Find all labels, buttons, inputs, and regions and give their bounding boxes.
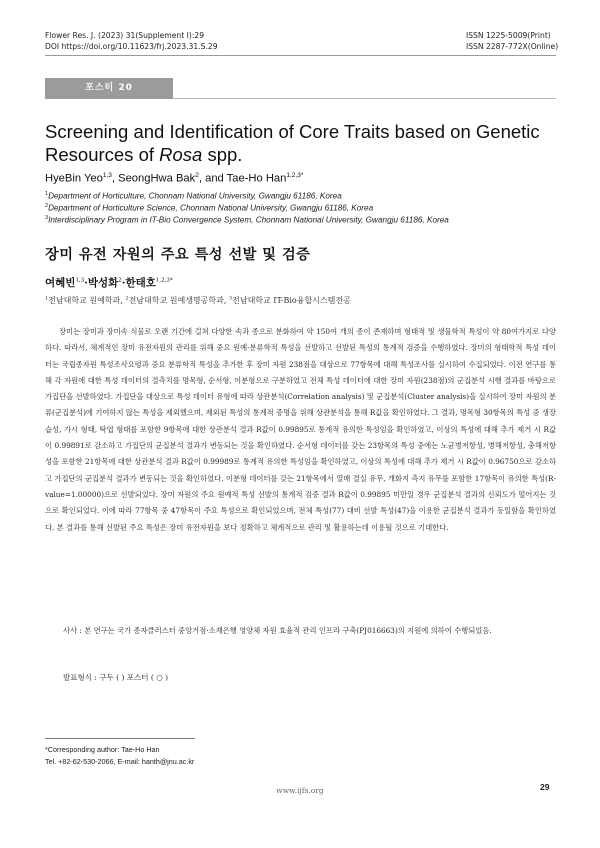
author-list: [45, 172, 303, 185]
author-affil-sup: 1,3: [102, 172, 112, 179]
ko-author-name: 박성화: [87, 277, 119, 289]
affil-text: Department of Horticulture, Chonnam National University, Gwangju 61186, Korea: [48, 191, 342, 201]
affiliation: [45, 189, 565, 202]
ko-author-sup: 2: [118, 277, 122, 284]
affil-text: Department of Horticulture Science, Chonnam National University, Gwangju 61186, Korea: [48, 203, 374, 213]
page-number: 29: [540, 782, 550, 792]
journal-url: www.ijfs.org: [276, 786, 324, 795]
ko-affil-text: 전남대학교 원예생명공학과,: [128, 296, 229, 305]
footnote: [45, 744, 194, 768]
author-sep: , and: [198, 172, 227, 185]
badge-divider: [173, 98, 556, 99]
header-divider: [45, 55, 556, 56]
ko-author-name: 여혜빈: [45, 277, 76, 289]
title-part1: Screening and Identification of Core Traits based on Genetic Resources of: [45, 121, 540, 165]
affiliation: [45, 201, 565, 214]
ko-author-sup: 1,2,3*: [155, 277, 173, 284]
ko-author-name: 한태호: [125, 277, 156, 289]
affiliation: [45, 213, 565, 226]
journal-line: Flower Res. J. (2023) 31(Supplement I):29: [45, 31, 205, 40]
author-sep: ,: [111, 172, 119, 185]
journal-citation: [45, 31, 218, 52]
issn-print: ISSN 1225-5009(Print): [466, 31, 551, 40]
author-name: Tae-Ho Han: [226, 172, 287, 185]
abstract-body: 장미는 장미과 장미속 식물로 오랜 기간에 걸쳐 다양한 속과 종으로 분화하여 약 150여 개의 종이 존재하며 형태적 및 생물학적 특성이 약 80여가지로 다양하다. 따라서, 체계적인 장미 유전자원의 관리를 위해 중요 원예·분류학적 특성을 선발하고 선발된 특성의 통계적 검증을 수행하였다. 장미의 형태학적 특성 데이터는 국립종자원 특성조사요령과 중요 분류학적 특성을 추가한 후 장미 자원 238점을 대상으로 77항목에 대해 특성조사를 실시하여 수집되었다. 이전 연구를 통해 각 자원에 대한 특성 데이터의 결측치를 명목형, 순서형, 이분형으로 구분하였고 전체 특성 데이터에 대한 장미 자원(238점)의 군집분석 시행 결과를 바탕으로 가집단을 선발하였다. 가집단을 대상으로 특성 데이터 유형에 따라 상관분석(Correlation analysis) 및 군집분석(Cluster analysis)을 실시하여 장미 자원의 분류(군집분석)에 기여하지 않는 특성을 제외했으며, 제외된 특성의 통계적 증명을 위해 상관분석을 통해 R값을 확인하였다. 그 결과, 명목형 30항목의 특성 중 생장 습성, 가시 형태, 탁엽 형태를 포함한 9항목에 대한 상관분석 결과 R값이 0.99895로 통계적 유의한 특성임을 확인하였고, 이상의 특성에 대해 추가 제거 시 R값이 0.99891로 감소하고 가집단의 군집분석 결과가 변동되는 것을 확인하였다. 순서형 데이터를 갖는 23항목의 특성 중에는 노균병저항성, 병해저항성, 충해저항성을 포함한 21항목에 대한 상관분석 결과 R값이 0.99989로 통계적 유의한 특성임을 확인하였고, 이상의 특성에 대해 추가 제거 시 R값이 0.96750으로 감소하고 가집단의 군집분석 결과가 변동되는 것을 확인하였다. 이분형 데이터를 갖는 21항목에서 열매 결실 유무, 개화지 측지 유무를 포함한 17항목이 유의한 특성(R-value=1.00000)으로 선발되었다. 장미 자원의 주요 원예적 특성 선발의 통계적 검증 결과 R값이 0.99895 미만일 경우 군집분석 결과의 신뢰도가 떨어지는 것으로 확인되었다. 이에 따라 77항목 중 47항목이 주요 특성으로 확인되었으며, 전체 특성(77) 대비 선발 특성(47)을 이용한 군집분석 결과가 동일함을 확인하였다. 본 결과를 통해 선발된 주요 특성은 장미 유전자원을 보다 정확하고 체계적으로 관리 및 활용하는데 이용될 것으로 기대한다.: [45, 327, 556, 532]
corresponding-author: *Corresponding author: Tae-Ho Han: [45, 745, 160, 754]
author-name: SeongHwa Bak: [118, 172, 196, 185]
ko-affil-sup: 1: [45, 295, 49, 302]
author-name: HyeBin Yeo: [45, 172, 103, 185]
author-affil-sup: 1,2,3*: [286, 172, 304, 179]
ko-author-sup: 1,3: [75, 277, 85, 284]
footnote-divider: [45, 738, 195, 739]
affil-sup: 1: [45, 191, 49, 197]
korean-title: 장미 유전 자원의 주요 특성 선발 및 검증: [45, 247, 311, 263]
title-genus: Rosa: [159, 144, 203, 165]
contact-info: Tel. +82-62-530-2066, E-mail: hanth@jnu.ac.kr: [45, 757, 195, 766]
ko-affil-text: 전남대학교 원예학과,: [48, 296, 126, 305]
ko-author-sep: ·: [121, 277, 126, 289]
issn-online: ISSN 2287-772X(Online): [466, 41, 559, 51]
paper-title: [45, 120, 555, 166]
title-part2: spp.: [202, 144, 243, 165]
korean-author-list: [45, 275, 173, 290]
author-affil-sup: 2: [195, 172, 199, 179]
affil-sup: 2: [45, 203, 49, 209]
acknowledgement: 사사 : 본 연구는 국가 종자클러스터 중앙거점·소재은행 영양체 자원 효율적 관리 인프라 구축(PJ016663)의 지원에 의하여 수행되었음.: [63, 626, 492, 635]
affil-text: Interdisciplinary Program in IT-Bio Convergence System, Chonnam National University, Gwangju 61186, Korea: [48, 215, 449, 225]
issn-block: [466, 31, 558, 52]
poster-badge: 포스터 20: [45, 78, 173, 99]
korean-affiliations: [45, 295, 351, 306]
presentation-type: 발표형식 : 구두 ( ) 포스터 ( ○ ): [63, 673, 169, 682]
doi-line: DOI https://doi.org/10.11623/frj.2023.31.S.29: [45, 41, 218, 51]
affil-sup: 3: [45, 215, 49, 221]
ko-affil-sup: 2: [125, 295, 129, 302]
ko-affil-text: 전남대학교 IT-Bio융합시스템전공: [232, 296, 351, 305]
ko-author-sep: ·: [84, 277, 88, 289]
ko-affil-sup: 3: [228, 295, 233, 302]
